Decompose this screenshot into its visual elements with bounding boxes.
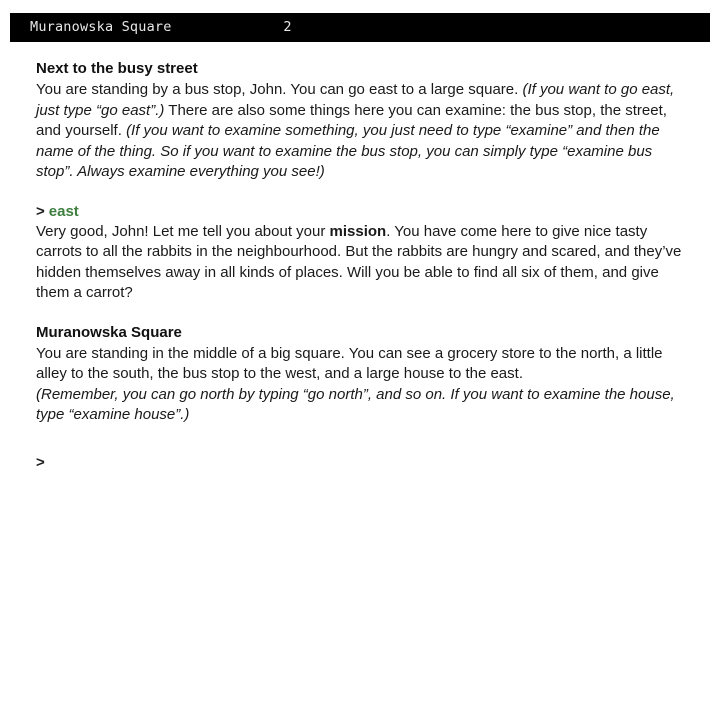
transcript-spacer bbox=[36, 444, 684, 452]
current-room-hint-text: (Remember, you can go north by typing “go north”, and so on. If you want to examine the house, type “examine house”.) bbox=[36, 385, 675, 423]
intro-hint-examine: (If you want to examine something, you just need to type “examine” and then the name of the thing. So if you want to examine the bus stop, you can simply type “examine bus stop”. Always examine everything you see!) bbox=[36, 122, 660, 180]
room-description-intro bbox=[36, 80, 684, 183]
command-echo-line bbox=[36, 201, 684, 222]
status-bar-location: Muranowska Square bbox=[30, 19, 172, 35]
room-title-intro: Next to the busy street bbox=[36, 60, 198, 77]
command-input-line[interactable] bbox=[36, 452, 684, 473]
prompt-caret-icon: > bbox=[36, 202, 45, 220]
mission-text-part-1: Very good, John! Let me tell you about your bbox=[36, 222, 330, 240]
status-bar bbox=[10, 13, 710, 42]
transcript-entry-current-room bbox=[36, 322, 684, 426]
current-room-hint bbox=[36, 385, 684, 426]
room-title-current: Muranowska Square bbox=[36, 323, 182, 341]
command-echo-text: east bbox=[48, 202, 79, 220]
mission-keyword: mission bbox=[329, 222, 387, 240]
game-transcript bbox=[36, 58, 684, 473]
status-bar-score: 2 bbox=[283, 19, 292, 35]
input-prompt-caret-icon: > bbox=[36, 453, 45, 471]
intro-text-part-1: You are standing by a bus stop, John. You can go east to a large square. bbox=[36, 81, 523, 98]
mission-response-text bbox=[36, 222, 684, 304]
intro-text-part-2: There are also some things here you can examine: the bus stop, the street, and yourself. bbox=[36, 101, 667, 139]
transcript-entry-command-east bbox=[36, 201, 684, 304]
intro-hint-go-east: (If you want to go east, just type “go east”.) bbox=[36, 81, 675, 119]
current-room-text: You are standing in the middle of a big square. You can see a grocery store to the north, a little alley to the south, the bus stop to the west, and a large house to the east. bbox=[36, 344, 663, 382]
room-description-current bbox=[36, 344, 684, 385]
transcript-entry-intro-room bbox=[36, 58, 684, 183]
mission-text-part-2: . You have come here to give nice tasty carrots to all the rabbits in the neighbourhood. But the rabbits are hungry and scared, and they’ve hidden themselves away in all kinds of places. Will you be able to find all six of them, and give them a carrot? bbox=[36, 222, 682, 301]
